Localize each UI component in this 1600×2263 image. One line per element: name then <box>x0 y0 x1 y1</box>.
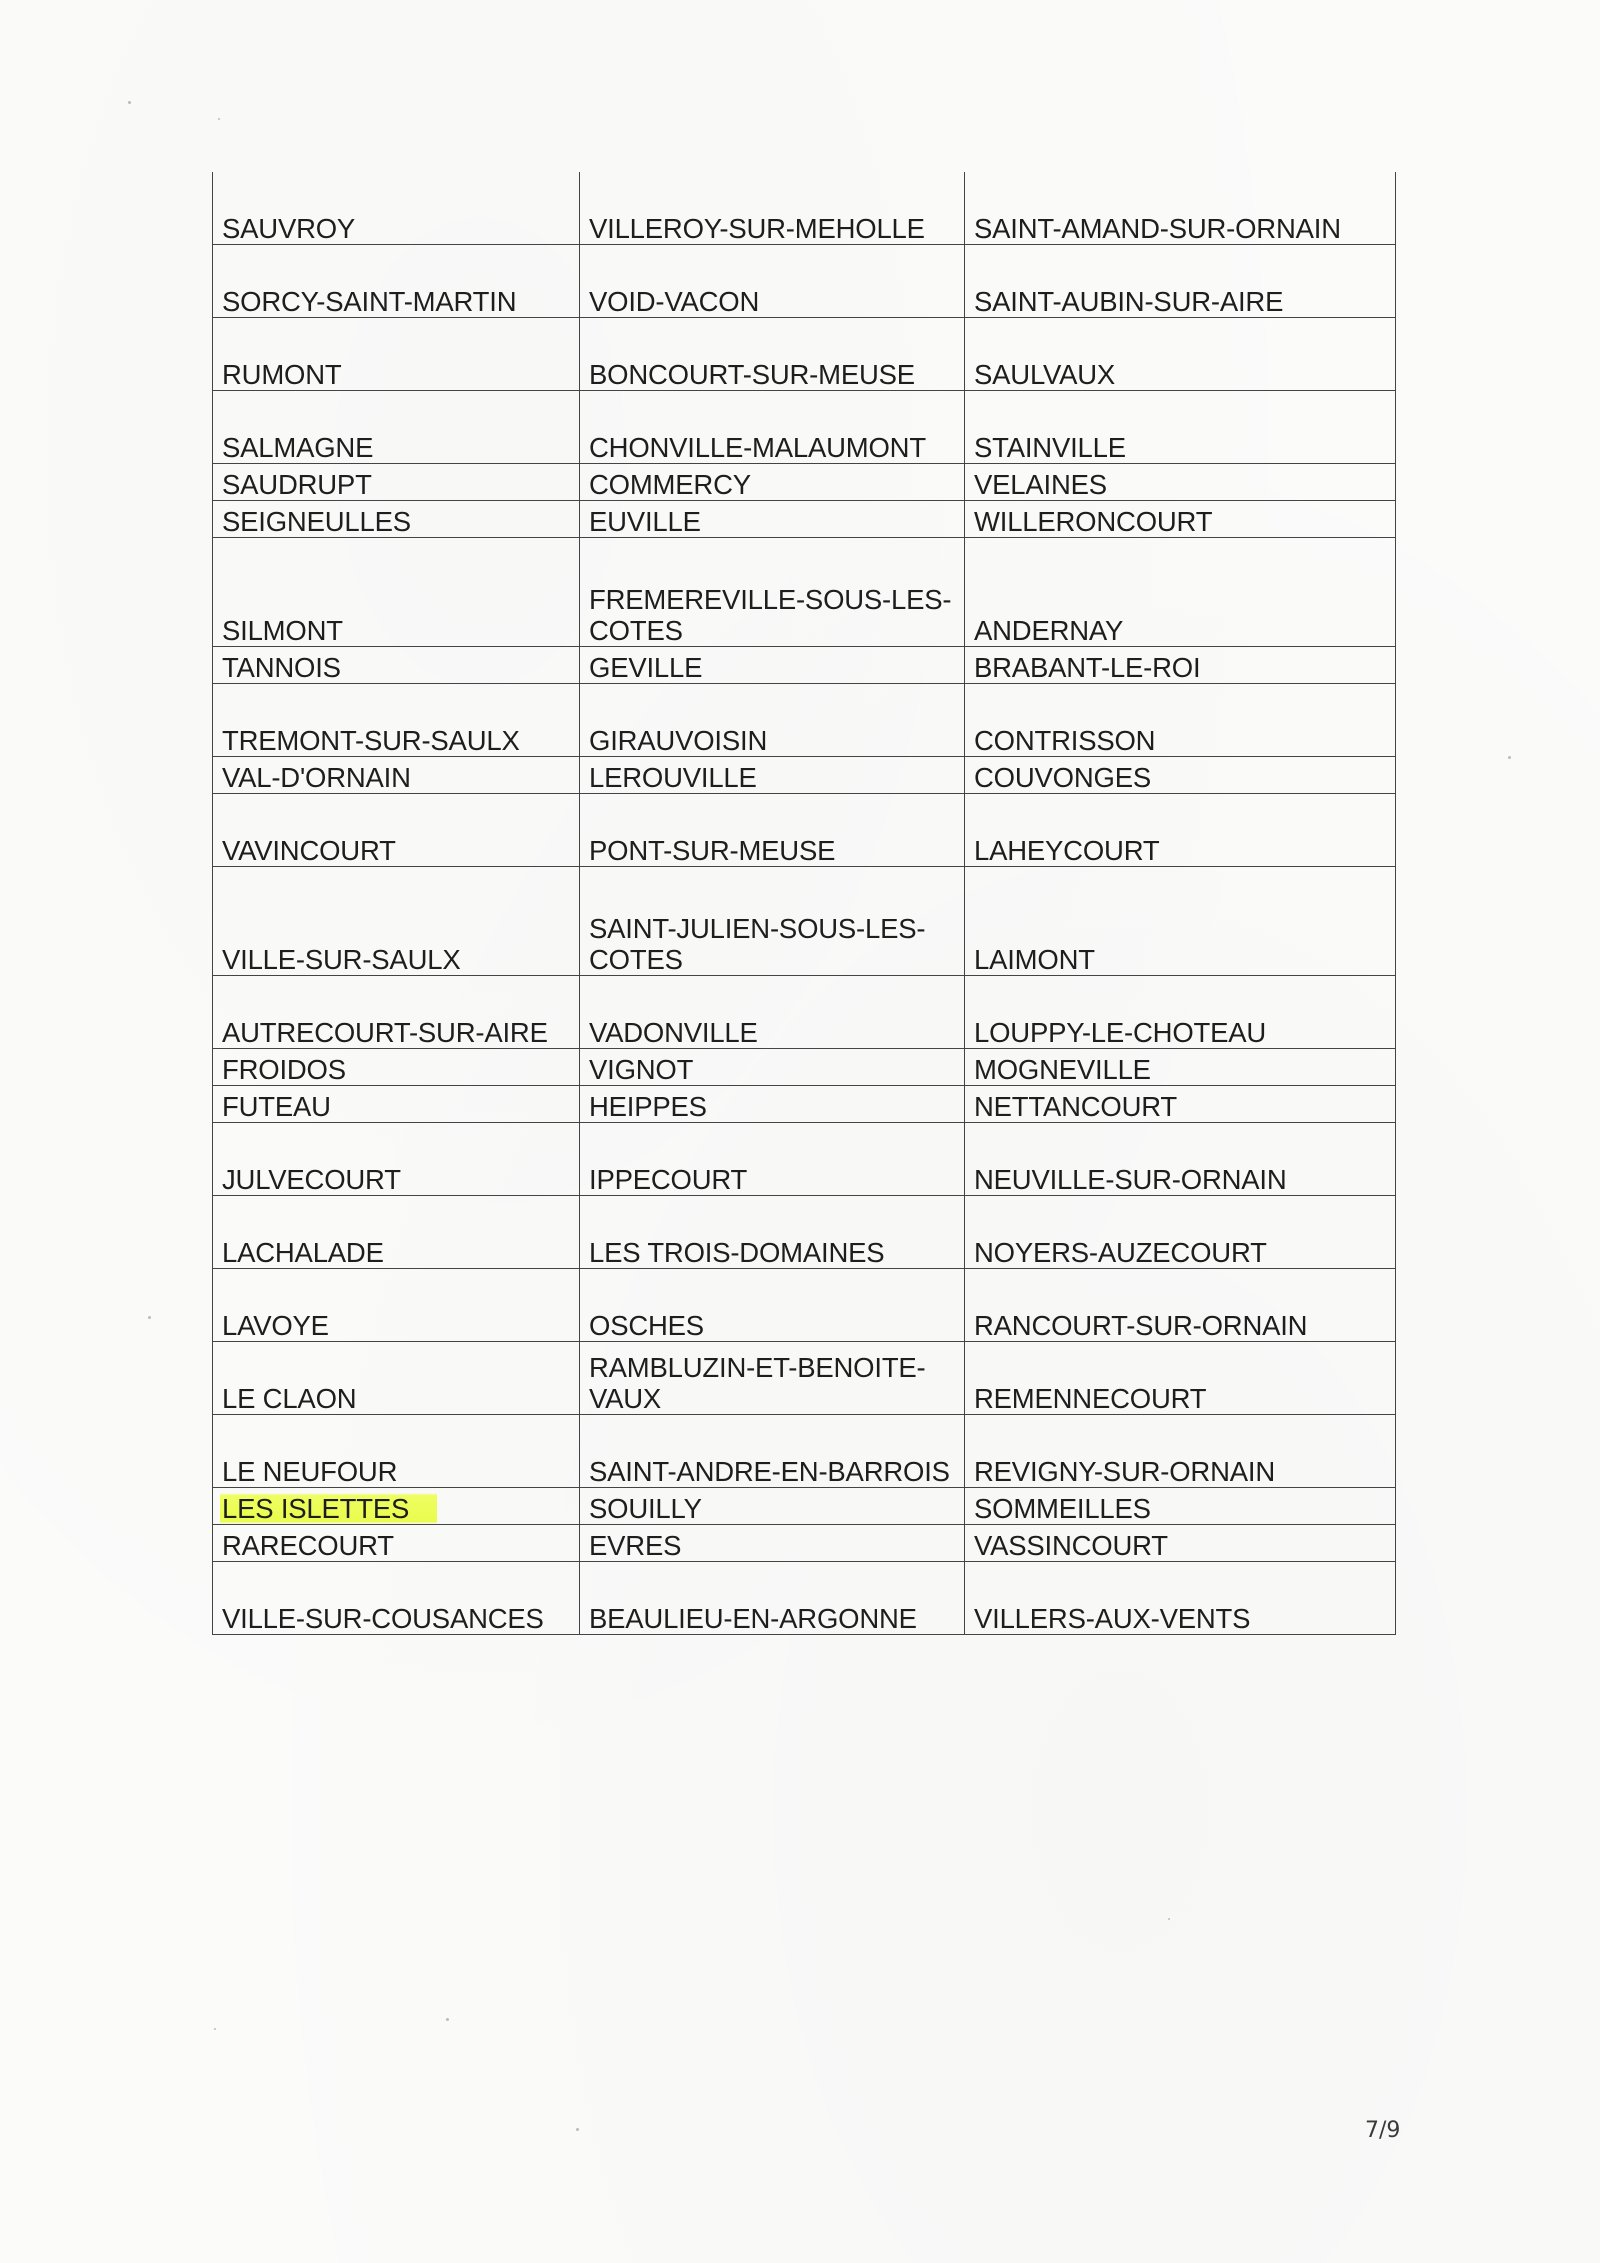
scan-speck <box>148 1316 151 1319</box>
table-row <box>213 647 1396 684</box>
table-cell: SORCY-SAINT-MARTIN <box>213 245 580 318</box>
table-cell: SOMMEILLES <box>965 1488 1396 1525</box>
table-row <box>213 684 1396 757</box>
table-cell: VOID-VACON <box>580 245 965 318</box>
table-cell-highlighted <box>213 1488 580 1525</box>
table-cell: SALMAGNE <box>213 391 580 464</box>
table-row <box>213 867 1396 976</box>
table-cell: AUTRECOURT-SUR-AIRE <box>213 976 580 1049</box>
table-cell: LE CLAON <box>213 1342 580 1415</box>
table-row <box>213 391 1396 464</box>
table-cell: VAVINCOURT <box>213 794 580 867</box>
table-cell: GIRAUVOISIN <box>580 684 965 757</box>
table-cell: COMMERCY <box>580 464 965 501</box>
table-cell: VAL-D'ORNAIN <box>213 757 580 794</box>
table-cell: SOUILLY <box>580 1488 965 1525</box>
scan-speck <box>446 2018 449 2021</box>
scan-speck <box>214 2028 216 2030</box>
table-row <box>213 538 1396 647</box>
table-cell: MOGNEVILLE <box>965 1049 1396 1086</box>
table-cell: VASSINCOURT <box>965 1525 1396 1562</box>
table-row <box>213 464 1396 501</box>
table-cell: BONCOURT-SUR-MEUSE <box>580 318 965 391</box>
table-cell: LAVOYE <box>213 1269 580 1342</box>
scan-speck <box>1508 756 1511 759</box>
table-cell: LAIMONT <box>965 867 1396 976</box>
table-row <box>213 1086 1396 1123</box>
table-cell: SAINT-JULIEN-SOUS-LES-COTES <box>580 867 965 976</box>
table-cell: VADONVILLE <box>580 976 965 1049</box>
table-cell: NETTANCOURT <box>965 1086 1396 1123</box>
table-cell: IPPECOURT <box>580 1123 965 1196</box>
table-cell: SILMONT <box>213 538 580 647</box>
table-row <box>213 501 1396 538</box>
table-cell: VILLE-SUR-COUSANCES <box>213 1562 580 1635</box>
table-cell: SAULVAUX <box>965 318 1396 391</box>
table-cell: LEROUVILLE <box>580 757 965 794</box>
table-cell: TANNOIS <box>213 647 580 684</box>
table-cell: GEVILLE <box>580 647 965 684</box>
table-cell: FROIDOS <box>213 1049 580 1086</box>
table-row <box>213 172 1396 245</box>
table-cell: LES TROIS-DOMAINES <box>580 1196 965 1269</box>
table-row <box>213 1196 1396 1269</box>
table-cell: VIGNOT <box>580 1049 965 1086</box>
table-row <box>213 794 1396 867</box>
scan-speck <box>576 2128 579 2131</box>
table-row <box>213 757 1396 794</box>
table-cell: WILLERONCOURT <box>965 501 1396 538</box>
table-row <box>213 1562 1396 1635</box>
table-cell: COUVONGES <box>965 757 1396 794</box>
table-cell: SAINT-AUBIN-SUR-AIRE <box>965 245 1396 318</box>
table-cell: FREMEREVILLE-SOUS-LES-COTES <box>580 538 965 647</box>
table-cell: ANDERNAY <box>965 538 1396 647</box>
scan-speck <box>128 101 131 104</box>
table-cell: VILLEROY-SUR-MEHOLLE <box>580 172 965 245</box>
table-cell: NEUVILLE-SUR-ORNAIN <box>965 1123 1396 1196</box>
communes-table <box>212 172 1396 1635</box>
table-row <box>213 1049 1396 1086</box>
table-cell: SAUVROY <box>213 172 580 245</box>
table-cell: EVRES <box>580 1525 965 1562</box>
table-row <box>213 245 1396 318</box>
table-cell: VILLE-SUR-SAULX <box>213 867 580 976</box>
table-cell: SAINT-AMAND-SUR-ORNAIN <box>965 172 1396 245</box>
table-cell: LE NEUFOUR <box>213 1415 580 1488</box>
table-cell: RANCOURT-SUR-ORNAIN <box>965 1269 1396 1342</box>
table-cell: SAUDRUPT <box>213 464 580 501</box>
table-cell: STAINVILLE <box>965 391 1396 464</box>
table-row <box>213 1123 1396 1196</box>
table-cell: EUVILLE <box>580 501 965 538</box>
table-cell: BEAULIEU-EN-ARGONNE <box>580 1562 965 1635</box>
table-row <box>213 1342 1396 1415</box>
table-cell: SAINT-ANDRE-EN-BARROIS <box>580 1415 965 1488</box>
table-row <box>213 1269 1396 1342</box>
table-cell: CONTRISSON <box>965 684 1396 757</box>
table-cell: NOYERS-AUZECOURT <box>965 1196 1396 1269</box>
table-cell: JULVECOURT <box>213 1123 580 1196</box>
table-cell: OSCHES <box>580 1269 965 1342</box>
scan-speck <box>1168 1918 1170 1920</box>
table-cell: RUMONT <box>213 318 580 391</box>
table-cell: LOUPPY-LE-CHOTEAU <box>965 976 1396 1049</box>
table-cell: FUTEAU <box>213 1086 580 1123</box>
table-row <box>213 1525 1396 1562</box>
table-cell: TREMONT-SUR-SAULX <box>213 684 580 757</box>
table-row <box>213 976 1396 1049</box>
table-cell: CHONVILLE-MALAUMONT <box>580 391 965 464</box>
table-cell: BRABANT-LE-ROI <box>965 647 1396 684</box>
table-cell: VILLERS-AUX-VENTS <box>965 1562 1396 1635</box>
table-row <box>213 1488 1396 1525</box>
table-cell: SEIGNEULLES <box>213 501 580 538</box>
table-cell: RAMBLUZIN-ET-BENOITE-VAUX <box>580 1342 965 1415</box>
scan-speck <box>218 118 220 120</box>
table-cell: LACHALADE <box>213 1196 580 1269</box>
table-cell: PONT-SUR-MEUSE <box>580 794 965 867</box>
table-row <box>213 318 1396 391</box>
table-cell: REMENNECOURT <box>965 1342 1396 1415</box>
table-cell: VELAINES <box>965 464 1396 501</box>
table-cell: HEIPPES <box>580 1086 965 1123</box>
table-cell: REVIGNY-SUR-ORNAIN <box>965 1415 1396 1488</box>
table-row <box>213 1415 1396 1488</box>
table-cell: RARECOURT <box>213 1525 580 1562</box>
highlighted-commune: LES ISLETTES <box>220 1493 437 1524</box>
page-number: 7/9 <box>1365 2118 1401 2143</box>
table-cell: LAHEYCOURT <box>965 794 1396 867</box>
